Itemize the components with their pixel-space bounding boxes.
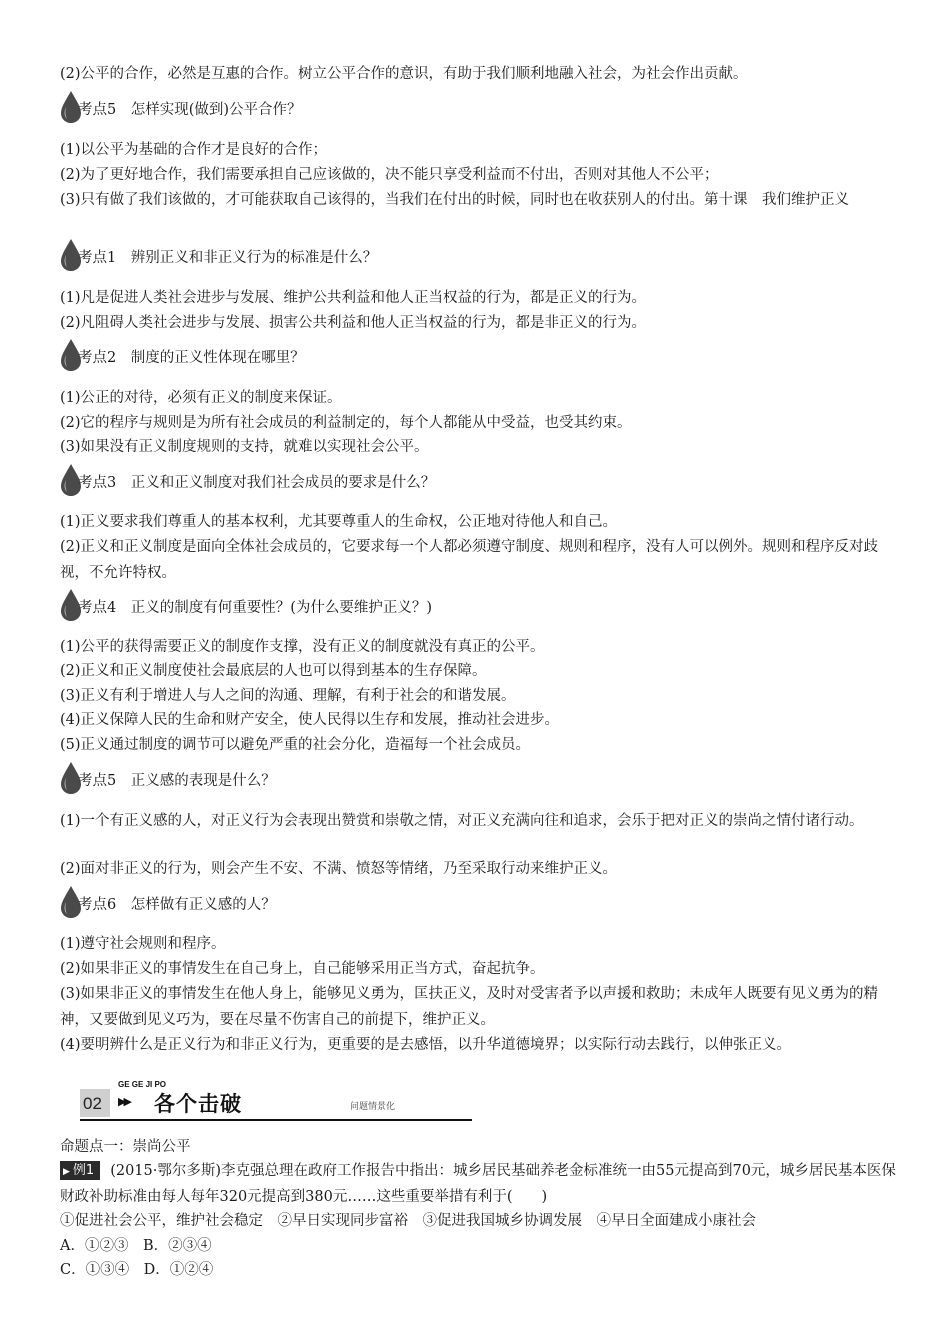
example-question: (2015·鄂尔多斯)李克强总理在政府工作报告中指出：城乡居民基础养老金标准统一由55元提高到70元，城乡居民基本医保财政补助标准由每人每年320元提高到380元……这些重要举措有利于( ) [60, 1163, 896, 1205]
exam-point-title: 考点5 怎样实现(做到)公平合作？ [78, 102, 302, 118]
paragraph: (1)凡是促进人类社会进步与发展、维护公共利益和他人正当权益的行为，都是正义的行为。 [60, 290, 647, 306]
double-arrow-icon: ▶▶ [118, 1095, 129, 1108]
answer-options-ab: A．①②③ B．②③④ [60, 1238, 212, 1254]
section-number: 02 [83, 1094, 102, 1113]
paragraph: (1)以公平为基础的合作才是良好的合作； [60, 142, 328, 158]
paragraph: (2)公平的合作，必然是互惠的合作。树立公平合作的意识，有助于我们顺利地融入社会，为社会作出贡献。 [60, 66, 748, 82]
exam-point-title: 考点2 制度的正义性体现在哪里？ [78, 350, 305, 366]
paragraph: (1)正义要求我们尊重人的基本权利，尤其要尊重人的生命权，公正地对待他人和自己。 [60, 514, 618, 530]
paragraph: (2)如果非正义的事情发生在自己身上，自己能够采用正当方式，奋起抗争。 [60, 961, 545, 977]
paragraph: (4)正义保障人民的生命和财产安全，使人民得以生存和发展，推动社会进步。 [60, 712, 560, 728]
paragraph: (1)一个有正义感的人，对正义行为会表现出赞赏和崇敬之情，对正义充满向往和追求，会乐于把对正义的崇尚之情付诸行动。 [60, 813, 864, 829]
example-stem [60, 1158, 900, 1210]
paragraph: (1)公平的获得需要正义的制度作支撑，没有正义的制度就没有真正的公平。 [60, 639, 545, 655]
paragraph: (3)只有做了我们该做的，才可能获取自己该得的，当我们在付出的时候，同时也在收获别人的付出。第十课 我们维护正义 [60, 192, 850, 208]
triangle-icon: ▶ [63, 1167, 70, 1177]
paragraph: (3)正义有利于增进人与人之间的沟通、理解，有利于社会的和谐发展。 [60, 688, 516, 704]
exam-point-title: 考点1 辨别正义和非正义行为的标准是什么？ [78, 250, 378, 266]
paragraph: (2)面对非正义的行为，则会产生不安、不满、愤怒等情绪，乃至采取行动来维护正义。 [60, 861, 618, 877]
section-banner [80, 1080, 472, 1123]
exam-point-title: 考点3 正义和正义制度对我们社会成员的要求是什么？ [78, 475, 436, 491]
section-number-box [80, 1089, 110, 1117]
paragraph: (2)凡阻碍人类社会进步与发展、损害公共利益和他人正当权益的行为，都是非正义的行为。 [60, 315, 647, 331]
paragraph: (4)要明辨什么是正义行为和非正义行为，更重要的是去感悟，以升华道德境界；以实际行动去践行，以伸张正义。 [60, 1037, 792, 1053]
paragraph: (5)正义通过制度的调节可以避免严重的社会分化，造福每一个社会成员。 [60, 737, 531, 753]
proposition-point: 命题点一：崇尚公平 [60, 1139, 191, 1155]
example-badge [60, 1161, 100, 1180]
answer-options-cd: C．①③④ D．①②④ [60, 1262, 214, 1278]
paragraph: (1)遵守社会规则和程序。 [60, 936, 226, 952]
exam-point-title: 考点6 怎样做有正义感的人？ [78, 897, 276, 913]
paragraph: (2)它的程序与规则是为所有社会成员的利益制定的，每个人都能从中受益，也受其约束。 [60, 415, 632, 431]
paragraph: (3)如果没有正义制度规则的支持，就难以实现社会公平。 [60, 439, 429, 455]
section-subtitle: 问题情景化 [350, 1102, 396, 1112]
section-title: 各个击破 [154, 1092, 242, 1116]
banner-rule [80, 1119, 472, 1121]
section-pinyin: GE GE JI PO [118, 1080, 167, 1089]
paragraph: (2)正义和正义制度使社会最底层的人也可以得到基本的生存保障。 [60, 663, 487, 679]
paragraph: (2)为了更好地合作，我们需要承担自己应该做的，决不能只享受利益而不付出，否则对其他人不公平； [60, 167, 719, 183]
example-badge-label: 例1 [72, 1163, 95, 1178]
paragraph: (2)正义和正义制度是面向全体社会成员的，它要求每一个人都必须遵守制度、规则和程序，没有人可以例外。规则和程序反对歧视，不允许特权。 [60, 539, 879, 581]
example-statements: ①促进社会公平，维护社会稳定 ②早日实现同步富裕 ③促进我国城乡协调发展 ④早日全面建成小康社会 [60, 1213, 756, 1229]
paragraph: (3)如果非正义的事情发生在他人身上，能够见义勇为，匡扶正义，及时对受害者予以声援和救助；未成年人既要有见义勇为的精神，又要做到见义巧为，要在尽量不伤害自己的前提下，维护正义。 [60, 986, 879, 1028]
exam-point-title: 考点4 正义的制度有何重要性？(为什么要维护正义？) [78, 600, 433, 616]
paragraph: (1)公正的对待，必须有正义的制度来保证。 [60, 390, 342, 406]
exam-point-title: 考点5 正义感的表现是什么？ [78, 773, 276, 789]
